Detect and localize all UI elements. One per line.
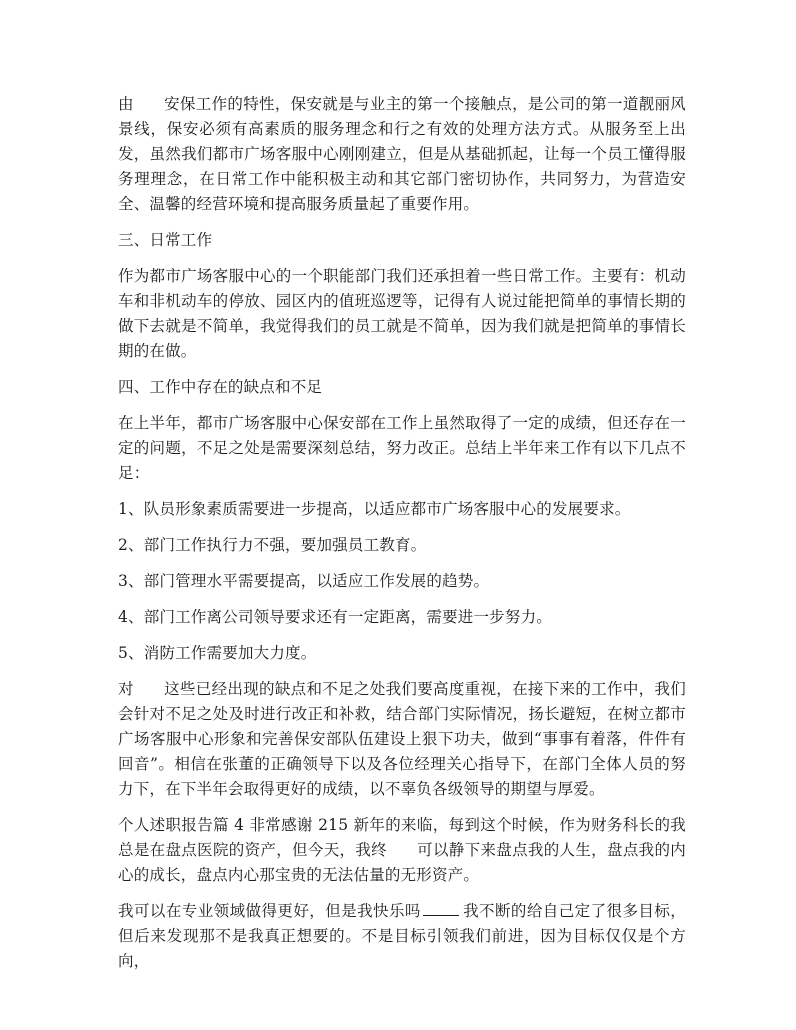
list-item-5: 5、消防工作需要加大力度。 (118, 644, 317, 662)
paragraph-text-part-1: 我可以在专业领域做得更好，但是我快乐吗 (118, 902, 421, 920)
section-heading-shortcomings: 四、工作中存在的缺点和不足 (118, 378, 323, 396)
section-heading-daily-work: 三、日常工作 (118, 231, 213, 249)
paragraph-improvement-plan (118, 677, 686, 802)
paragraph-text: 这些已经出现的缺点和不足之处我们要高度重视，在接下来的工作中，我们会针对不足之处及时进行改正和补救，结合部门实际情况，扬长避短，在树立都市广场客服中心形象和完善保安部队伍建设上狠下功夫，做到“事事有着落，件件有回音”。相信在张董的正确领导下以及各位经理关心指导下，在部门全体人员的努力下，在下半年会取得更好的成绩，以不辜负各级领导的期望与厚爱。 (118, 680, 686, 798)
paragraph-lead-char: 由 (118, 95, 134, 113)
paragraph-shortcomings-intro: 在上半年，都市广场客服中心保安部在工作上虽然取得了一定的成绩，但还存在一定的问题，不足之处是需要深刻总结，努力改正。总结上半年来工作有以下几点不足： (118, 414, 686, 482)
list-item-1: 1、队员形象素质需要进一步提高，以适应都市广场客服中心的发展要求。 (118, 500, 631, 518)
paragraph-text: 安保工作的特性，保安就是与业主的第一个接触点，是公司的第一道靓丽风景线，保安必须有高素质的服务理念和行之有效的处理方法方式。从服务至上出发，虽然我们都市广场客服中心刚刚建立，但是从基础抓起，让每一个员工懂得服务理理念，在日常工作中能积极主动和其它部门密切协作，共同努力，为营造安全、温馨的经营环境和提高服务质量起了重要作用。 (118, 95, 686, 213)
list-item-3: 3、部门管理水平需要提高，以适应工作发展的趋势。 (118, 572, 490, 590)
paragraph-text-part-1: 个人述职报告篇 4 非常感谢 215 新年的来临，每到这个时候，作为财务科长的我总是在盘点医院的资产，但今天，我终 (118, 816, 686, 859)
paragraph-text-part-2: 我不断的给自己定了很多目标，但后来发现那不是我真正想要的。不是目标引领我们前进，因为目标仅仅是个方向， (118, 902, 686, 970)
paragraph-lead-char: 对 (118, 680, 134, 698)
list-item-2: 2、部门工作执行力不强，要加强员工教育。 (118, 536, 427, 554)
list-item-4: 4、部门工作离公司领导要求还有一定距离，需要进一步努力。 (118, 608, 552, 626)
paragraph-professional-goals (118, 899, 686, 974)
paragraph-report-intro (118, 813, 686, 888)
document-body (118, 92, 686, 985)
paragraph-text-part-2: 可以静下来盘点我的人生，盘点我的内心的成长，盘点内心那宝贵的无法估量的无形资产。 (118, 841, 686, 884)
paragraph-security-service (118, 92, 686, 217)
paragraph-daily-work: 作为都市广场客服中心的一个职能部门我们还承担着一些日常工作。主要有：机动车和非机动车的停放、园区内的值班巡逻等，记得有人说过能把简单的事情长期的做下去就是不简单，我觉得我们的员工就是不简单，因为我们就是把简单的事情长期的在做。 (118, 267, 686, 360)
blank-underline (423, 899, 459, 916)
